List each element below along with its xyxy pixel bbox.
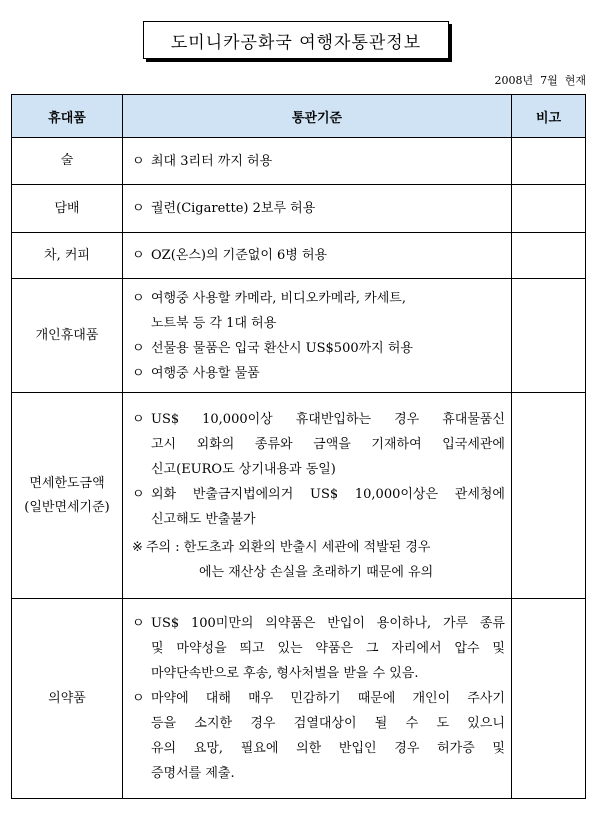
- criteria-text: 마약에 대해 매우 민감하기 때문에 개인이 주사기: [151, 691, 505, 706]
- criteria-text: 최대 3리터 까지 허용: [151, 153, 273, 169]
- category-label: 담배: [54, 200, 80, 216]
- row-note: [512, 393, 586, 599]
- customs-table: [11, 94, 586, 799]
- bullet-mark: ㅇ: [132, 411, 145, 427]
- bullet-mark: ㅇ: [132, 248, 145, 263]
- criteria-text: 궐련(Cigarette) 2보루 허용: [151, 201, 316, 216]
- page-title: 도미니카공화국 여행자통관정보: [143, 21, 449, 59]
- criteria-text: US$ 100미만의 의약품은 반입이 용이하나, 가루 종류: [151, 616, 505, 631]
- criteria-entry: [132, 686, 505, 711]
- row-note: [512, 279, 586, 393]
- row-note: [512, 599, 586, 799]
- criteria-entry: [132, 243, 505, 268]
- criteria-text: 증명서를 제출.: [151, 766, 235, 781]
- criteria-entry: [132, 407, 505, 432]
- criteria-text: 유의 요망, 필요에 의한 반입인 경우 허가증 및: [151, 741, 505, 756]
- criteria-text: 마약단속반으로 후송, 형사처벌을 받을 수 있음.: [151, 666, 419, 681]
- row-criteria: [123, 393, 512, 599]
- row-note: [512, 185, 586, 233]
- criteria-entry: [132, 336, 505, 361]
- criteria-entry: [132, 361, 505, 386]
- bullet-mark: ㅇ: [132, 691, 145, 706]
- row-criteria: [123, 185, 512, 233]
- notice-text: 주의 : 한도초과 외환의 반출시 세관에 적발된 경우: [146, 539, 431, 555]
- category-label: 술: [60, 153, 74, 168]
- row-category: [12, 279, 123, 393]
- criteria-entry: [132, 286, 505, 311]
- bullet-mark: ㅇ: [132, 486, 145, 502]
- criteria-text: US$ 10,000이상 휴대반입하는 경우 휴대물품신: [151, 411, 505, 427]
- table-row: [12, 185, 586, 233]
- category-label: 의약품: [48, 690, 86, 706]
- criteria-text: 외화 반출금지법에의거 US$ 10,000이상은 관세청에: [151, 486, 505, 502]
- table-row: [12, 138, 586, 185]
- date-label: 2008년 7월 현재: [494, 74, 586, 87]
- row-category: [12, 138, 123, 185]
- criteria-text: 선물용 물품은 입국 환산시 US$500까지 허용: [151, 340, 413, 356]
- criteria-text: OZ(온스)의 기준없이 6병 허용: [151, 248, 328, 263]
- category-label: (일반면세기준): [24, 499, 110, 515]
- bullet-mark: ㅇ: [132, 201, 145, 216]
- row-criteria: [123, 233, 512, 279]
- row-category: [12, 233, 123, 279]
- row-note: [512, 233, 586, 279]
- criteria-entry: [132, 196, 505, 221]
- criteria-text: 신고(EURO도 상기내용과 동일): [151, 461, 336, 477]
- criteria-text: 신고해도 반출불가: [151, 511, 256, 527]
- criteria-text: 여행중 사용할 카메라, 비디오카메라, 카세트,: [151, 290, 406, 306]
- table-row: [12, 279, 586, 393]
- criteria-entry: [132, 611, 505, 636]
- row-criteria: [123, 599, 512, 799]
- bullet-mark: ㅇ: [132, 290, 145, 306]
- bullet-mark: ㅇ: [132, 340, 145, 356]
- header-item: 휴대품: [12, 95, 123, 138]
- criteria-text: 및 마약성을 띄고 있는 약품은 그 자리에서 압수 및: [151, 641, 505, 656]
- category-label: 차, 커피: [44, 247, 90, 263]
- criteria-text: 여행중 사용할 물품: [151, 365, 260, 381]
- bullet-mark: ㅇ: [132, 153, 145, 169]
- row-criteria: [123, 138, 512, 185]
- notice-entry: [132, 535, 505, 560]
- header-note: 비고: [512, 95, 586, 138]
- table-row: [12, 599, 586, 799]
- category-label: 면세한도금액: [29, 475, 105, 491]
- row-category: [12, 393, 123, 599]
- criteria-text: 노트북 등 각 1대 허용: [151, 315, 277, 331]
- criteria-text: 등을 소지한 경우 검열대상이 될 수 도 있으니: [151, 716, 505, 731]
- table-row: [12, 233, 586, 279]
- bullet-mark: ㅇ: [132, 365, 145, 381]
- criteria-entry: [132, 482, 505, 507]
- row-criteria: [123, 279, 512, 393]
- header-criteria: 통관기준: [123, 95, 512, 138]
- row-note: [512, 138, 586, 185]
- notice-mark: ※: [132, 539, 143, 555]
- criteria-entry: [132, 149, 505, 174]
- notice-text: 에는 재산상 손실을 초래하기 때문에 유의: [199, 564, 434, 580]
- table-header-row: [12, 95, 586, 138]
- row-category: [12, 185, 123, 233]
- criteria-text: 고시 외화의 종류와 금액을 기재하여 입국세관에: [151, 436, 505, 452]
- table-row: [12, 393, 586, 599]
- bullet-mark: ㅇ: [132, 616, 145, 631]
- row-category: [12, 599, 123, 799]
- category-label: 개인휴대품: [35, 327, 99, 343]
